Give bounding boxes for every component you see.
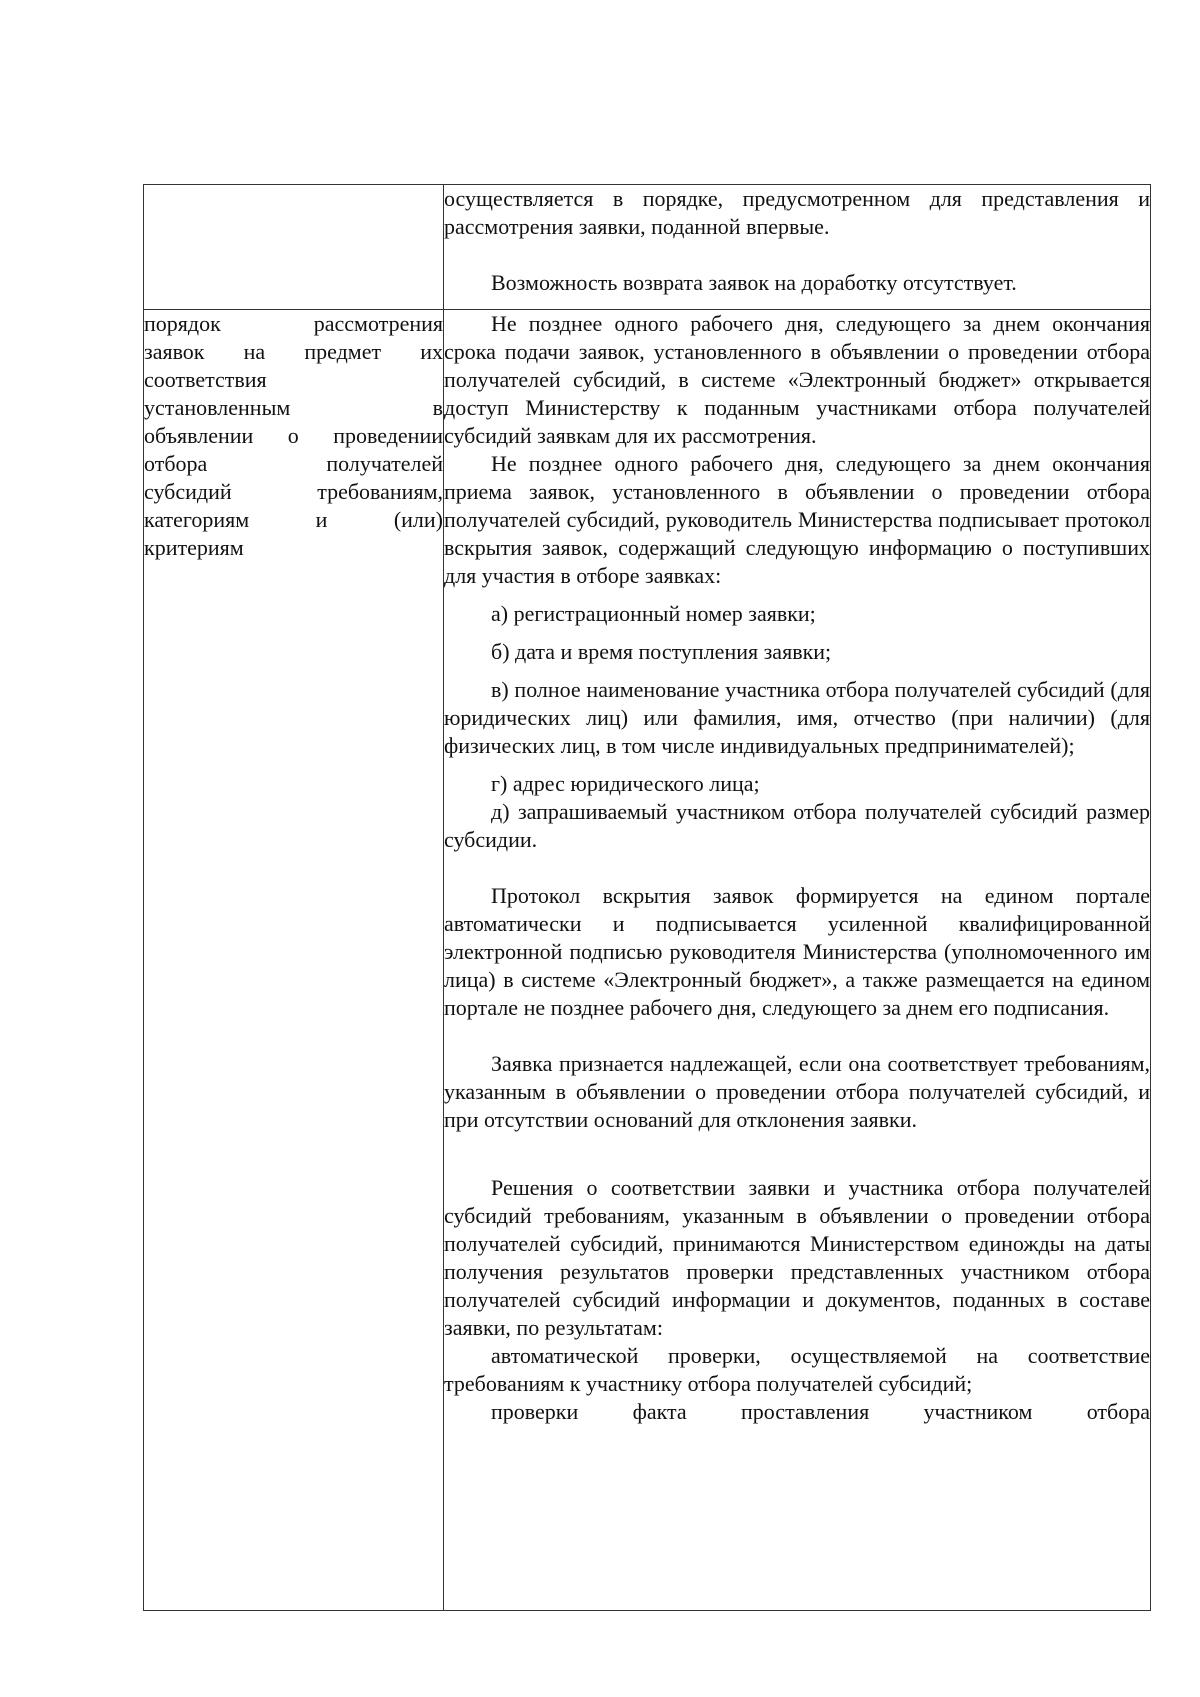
list-item: б) дата и время поступления заявки; (491, 639, 832, 664)
paragraph: Не позднее одного рабочего дня, следующего за днем окончания приема заявок, установленного в объявлении о проведении отбора получателей субсидий, руководитель Министерства подписывает протокол вскрытия заявок, содержащий следующую информацию о поступивших для участия в отборе заявках: (444, 451, 1150, 588)
heading-line: объявлении о проведении (144, 423, 443, 448)
table-cell-right (444, 310, 1151, 1611)
table-row (144, 185, 1151, 310)
heading-line: субсидий требованиям, (144, 479, 443, 504)
paragraph: Решения о соответствии заявки и участника отбора получателей субсидий требованиям, указанным в объявлении о проведении отбора получателей субсидий, принимаются Министерством единожды на даты получения результатов проверки представленных участником отбора получателей субсидий информации и документов, поданных в составе заявки, по результатам: (444, 1175, 1150, 1340)
paragraph: автоматической проверки, осуществляемой на соответствие требованиям к участнику отбора получателей субсидий; (444, 1343, 1150, 1396)
paragraph: Возможность возврата заявок на доработку отсутствует. (491, 270, 1017, 295)
heading-line: категориям и (или) (144, 507, 443, 532)
heading-line: заявок на предмет их (144, 339, 443, 364)
table-cell-right (444, 185, 1151, 310)
paragraph: осуществляется в порядке, предусмотренном для представления и рассмотрения заявки, поданной впервые. (444, 186, 1150, 239)
paragraph: Заявка признается надлежащей, если она соответствует требованиям, указанным в объявлении о проведении отбора получателей субсидий, и при отсутствии оснований для отклонения заявки. (444, 1051, 1150, 1132)
paragraph: проверки факта проставления участником отбора (491, 1399, 1150, 1424)
paragraph: Протокол вскрытия заявок формируется на едином портале автоматически и подписывается усиленной квалифицированной электронной подписью руководителя Министерства (уполномоченного им лица) в системе «Электронный бюджет», а также размещается на едином портале не позднее рабочего дня, следующего за днем его подписания. (444, 883, 1150, 1020)
list-item: д) запрашиваемый участником отбора получателей субсидий размер субсидии. (444, 799, 1150, 852)
heading-line: отбора получателей (144, 451, 443, 476)
list-item: а) регистрационный номер заявки; (491, 601, 816, 626)
heading-line: критериям (144, 535, 244, 560)
table-row (144, 310, 1151, 1611)
heading-line: порядок рассмотрения (144, 311, 443, 336)
paragraph: Не позднее одного рабочего дня, следующего за днем окончания срока подачи заявок, установленного в объявлении о проведении отбора получателей субсидий, в системе «Электронный бюджет» открывается доступ Министерству к поданным участниками отбора получателей субсидий заявкам для их рассмотрения. (444, 311, 1150, 448)
heading-line: установленным в (144, 395, 443, 420)
list-item: в) полное наименование участника отбора получателей субсидий (для юридических лиц) или фамилия, имя, отчество (при наличии) (для физических лиц, в том числе индивидуальных предпринимателей); (444, 677, 1150, 758)
table-cell-left-empty (144, 185, 444, 310)
heading-line: соответствия (144, 367, 267, 392)
list-item: г) адрес юридического лица; (491, 771, 760, 796)
document-table (143, 184, 1151, 1611)
table-cell-left-heading (144, 310, 444, 1611)
